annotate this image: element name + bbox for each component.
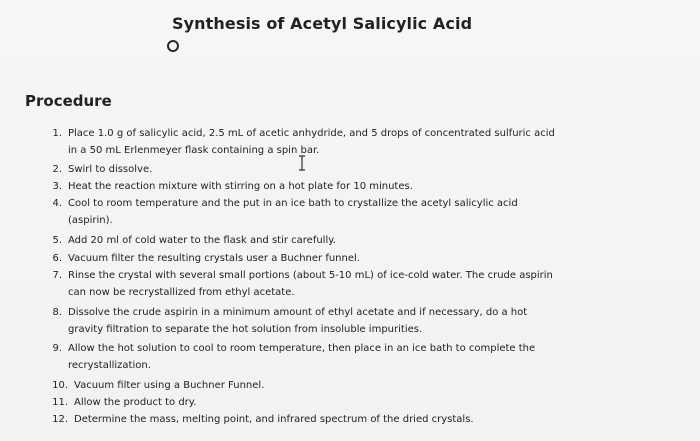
procedure-step [52, 380, 265, 392]
step-text-line1: Swirl to dissolve. [68, 164, 153, 175]
procedure-step [52, 343, 536, 372]
step-number: 8. [52, 307, 62, 318]
section-heading-procedure: Procedure [25, 92, 112, 110]
step-number: 11. [52, 397, 68, 408]
step-text-line1: Rinse the crystal with several small portions (about 5-10 mL) of ice-cold water. The crude aspirin [68, 270, 553, 281]
step-text-line1: Heat the reaction mixture with stirring on a hot plate for 10 minutes. [68, 181, 413, 192]
step-text-line2: recrystallization. [68, 360, 151, 371]
procedure-step [52, 235, 336, 247]
step-number: 7. [52, 270, 62, 281]
step-number: 3. [52, 181, 62, 192]
step-text-line2: in a 50 mL Erlenmeyer flask containing a spin bar. [68, 145, 320, 156]
procedure-step [52, 307, 528, 336]
step-text-line2: gravity filtration to separate the hot solution from insoluble impurities. [68, 324, 423, 335]
step-text-line1: Place 1.0 g of salicylic acid, 2.5 mL of acetic anhydride, and 5 drops of concentrated sulfuric acid [68, 128, 555, 139]
step-text-line2: can now be recrystallized from ethyl acetate. [68, 287, 295, 298]
step-number: 6. [52, 253, 62, 264]
step-text-line1: Determine the mass, melting point, and infrared spectrum of the dried crystals. [74, 414, 474, 425]
procedure-step [52, 397, 197, 409]
step-number: 10. [52, 380, 68, 391]
procedure-step [52, 198, 518, 227]
procedure-step [52, 181, 413, 193]
step-text-line2: (aspirin). [68, 215, 113, 226]
step-text-line1: Dissolve the crude aspirin in a minimum amount of ethyl acetate and if necessary, do a hot [68, 307, 528, 318]
procedure-step [52, 270, 553, 299]
text-cursor-icon [297, 155, 307, 171]
step-number: 5. [52, 235, 62, 246]
step-number: 2. [52, 164, 62, 175]
step-text-line1: Vacuum filter using a Buchner Funnel. [74, 380, 265, 391]
procedure-step [52, 128, 555, 157]
step-text-line1: Allow the product to dry. [74, 397, 197, 408]
step-number: 12. [52, 414, 68, 425]
step-text-line1: Allow the hot solution to cool to room temperature, then place in an ice bath to complete the [68, 343, 536, 354]
step-number: 4. [52, 198, 62, 209]
procedure-step [52, 253, 360, 265]
step-text-line1: Add 20 ml of cold water to the flask and stir carefully. [68, 235, 336, 246]
circle-outline-icon [167, 40, 179, 52]
step-number: 1. [52, 128, 62, 139]
step-text-line1: Cool to room temperature and the put in an ice bath to crystallize the acetyl salicylic acid [68, 198, 518, 209]
procedure-step [52, 164, 153, 176]
step-number: 9. [52, 343, 62, 354]
procedure-step [52, 414, 474, 426]
step-text-line1: Vacuum filter the resulting crystals user a Buchner funnel. [68, 253, 360, 264]
page-title: Synthesis of Acetyl Salicylic Acid [172, 14, 473, 33]
